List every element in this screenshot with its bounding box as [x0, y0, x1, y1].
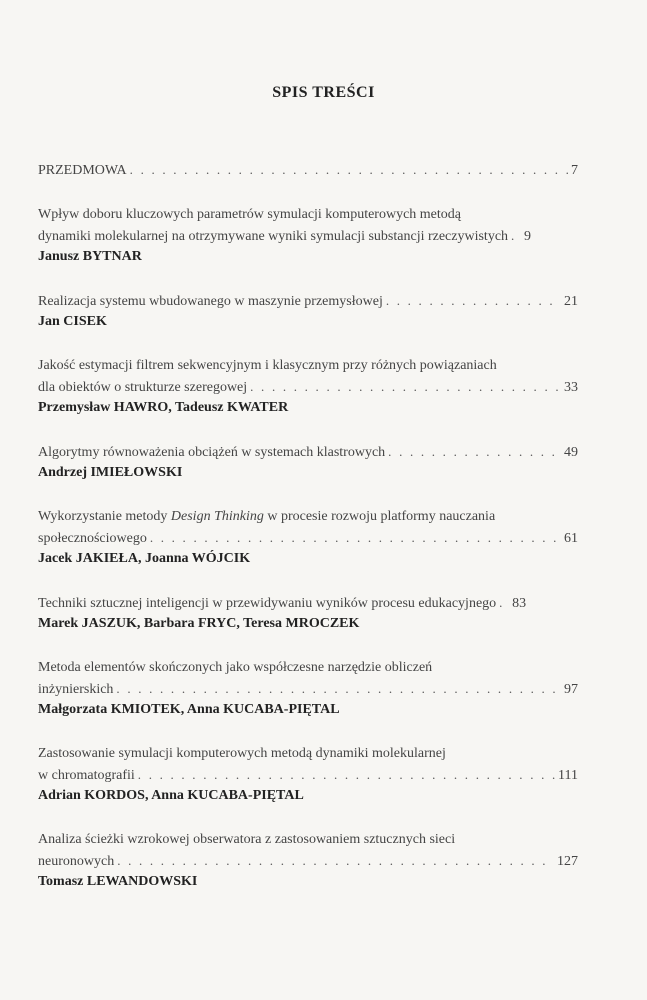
toc-line — [38, 441, 578, 463]
title-part: Wykorzystanie metody — [38, 509, 171, 524]
page-number: 33 — [564, 380, 578, 395]
title-part: w procesie rozwoju platformy nauczania — [263, 509, 496, 524]
page-number: 49 — [564, 445, 578, 460]
toc-entry — [38, 204, 578, 267]
toc-line — [38, 592, 578, 614]
toc-line — [38, 678, 578, 700]
toc-entry-title-cont: inżynierskich — [38, 682, 114, 697]
toc-line — [38, 290, 578, 312]
leader-dots — [250, 376, 561, 397]
toc-entry-title-cont: neuronowych — [38, 854, 115, 869]
toc-line — [38, 159, 578, 181]
toc-entry — [38, 657, 578, 720]
toc-entry — [38, 592, 578, 634]
page-number: 9 — [524, 229, 532, 244]
table-of-contents — [38, 159, 578, 915]
page-number: 111 — [558, 768, 578, 783]
toc-entry — [38, 743, 578, 806]
page-number: 127 — [557, 854, 578, 869]
toc-entry-title-cont: dynamiki molekularnej na otrzymywane wyniki symulacji substancji rzeczywistych — [38, 229, 509, 244]
toc-line — [38, 506, 578, 527]
toc-line — [38, 764, 578, 786]
leader-dots — [511, 225, 521, 246]
toc-line — [38, 829, 578, 850]
toc-line — [38, 225, 578, 247]
toc-entry — [38, 355, 578, 418]
toc-entry — [38, 506, 578, 569]
toc-entry-authors: Marek JASZUK, Barbara FRYC, Teresa MROCZEK — [38, 616, 360, 631]
toc-entry-title: Algorytmy równoważenia obciążeń w systemach klastrowych — [38, 445, 386, 460]
leader-dots — [499, 592, 509, 613]
toc-line — [38, 376, 578, 398]
toc-entry-authors: Jan CISEK — [38, 314, 107, 329]
page-number: 97 — [564, 682, 578, 697]
leader-dots — [130, 159, 568, 180]
toc-entry-title: Analiza ścieżki wzrokowej obserwatora z zastosowaniem sztucznych sieci — [38, 832, 456, 847]
page-number: 83 — [512, 596, 527, 611]
toc-line — [38, 657, 578, 678]
toc-entry-authors: Małgorzata KMIOTEK, Anna KUCABA-PIĘTAL — [38, 702, 340, 717]
toc-entry-authors: Jacek JAKIEŁA, Joanna WÓJCIK — [38, 551, 251, 566]
toc-line — [38, 527, 578, 549]
toc-entry-title-cont: w chromatografii — [38, 768, 135, 783]
toc-entry-title-cont: społecznościowego — [38, 531, 147, 546]
leader-dots — [150, 527, 561, 548]
toc-entry-title: PRZEDMOWA — [38, 163, 127, 178]
toc-entry-title: Jakość estymacji filtrem sekwencyjnym i klasycznym przy różnych powiązaniach — [38, 358, 497, 373]
toc-line — [38, 743, 578, 764]
toc-entry-title: Wpływ doboru kluczowych parametrów symulacji komputerowych metodą — [38, 207, 461, 222]
toc-line — [38, 204, 578, 225]
toc-entry-authors: Przemysław HAWRO, Tadeusz KWATER — [38, 400, 289, 415]
toc-entry-authors: Tomasz LEWANDOWSKI — [38, 874, 198, 889]
toc-entry-title: Metoda elementów skończonych jako współczesne narzędzie obliczeń — [38, 660, 433, 675]
toc-entry-authors: Andrzej IMIEŁOWSKI — [38, 465, 183, 480]
toc-entry-title-cont: dla obiektów o strukturze szeregowej — [38, 380, 248, 395]
leader-dots — [388, 441, 561, 462]
toc-entry-authors: Janusz BYTNAR — [38, 249, 142, 264]
leader-dots — [116, 678, 561, 699]
toc-entry-title: Zastosowanie symulacji komputerowych metodą dynamiki molekularnej — [38, 746, 446, 761]
toc-entry — [38, 290, 578, 332]
leader-dots — [117, 850, 554, 871]
title-emphasis: Design Thinking — [170, 509, 264, 524]
page-number: 61 — [564, 531, 578, 546]
toc-entry-title: Realizacja systemu wbudowanego w maszynie przemysłowej — [38, 294, 383, 309]
page-title: SPIS TREŚCI — [272, 84, 375, 101]
toc-entry-title — [38, 506, 578, 527]
toc-entry — [38, 159, 578, 181]
leader-dots — [386, 290, 561, 311]
toc-line — [38, 850, 578, 872]
toc-entry — [38, 441, 578, 483]
toc-entry — [38, 829, 578, 892]
page-number: 21 — [564, 294, 578, 309]
leader-dots — [138, 764, 555, 785]
page-number: 7 — [571, 163, 578, 178]
toc-entry-title: Techniki sztucznej inteligencji w przewidywaniu wyników procesu edukacyjnego — [38, 596, 497, 611]
toc-line — [38, 355, 578, 376]
toc-entry-authors: Adrian KORDOS, Anna KUCABA-PIĘTAL — [38, 788, 304, 803]
